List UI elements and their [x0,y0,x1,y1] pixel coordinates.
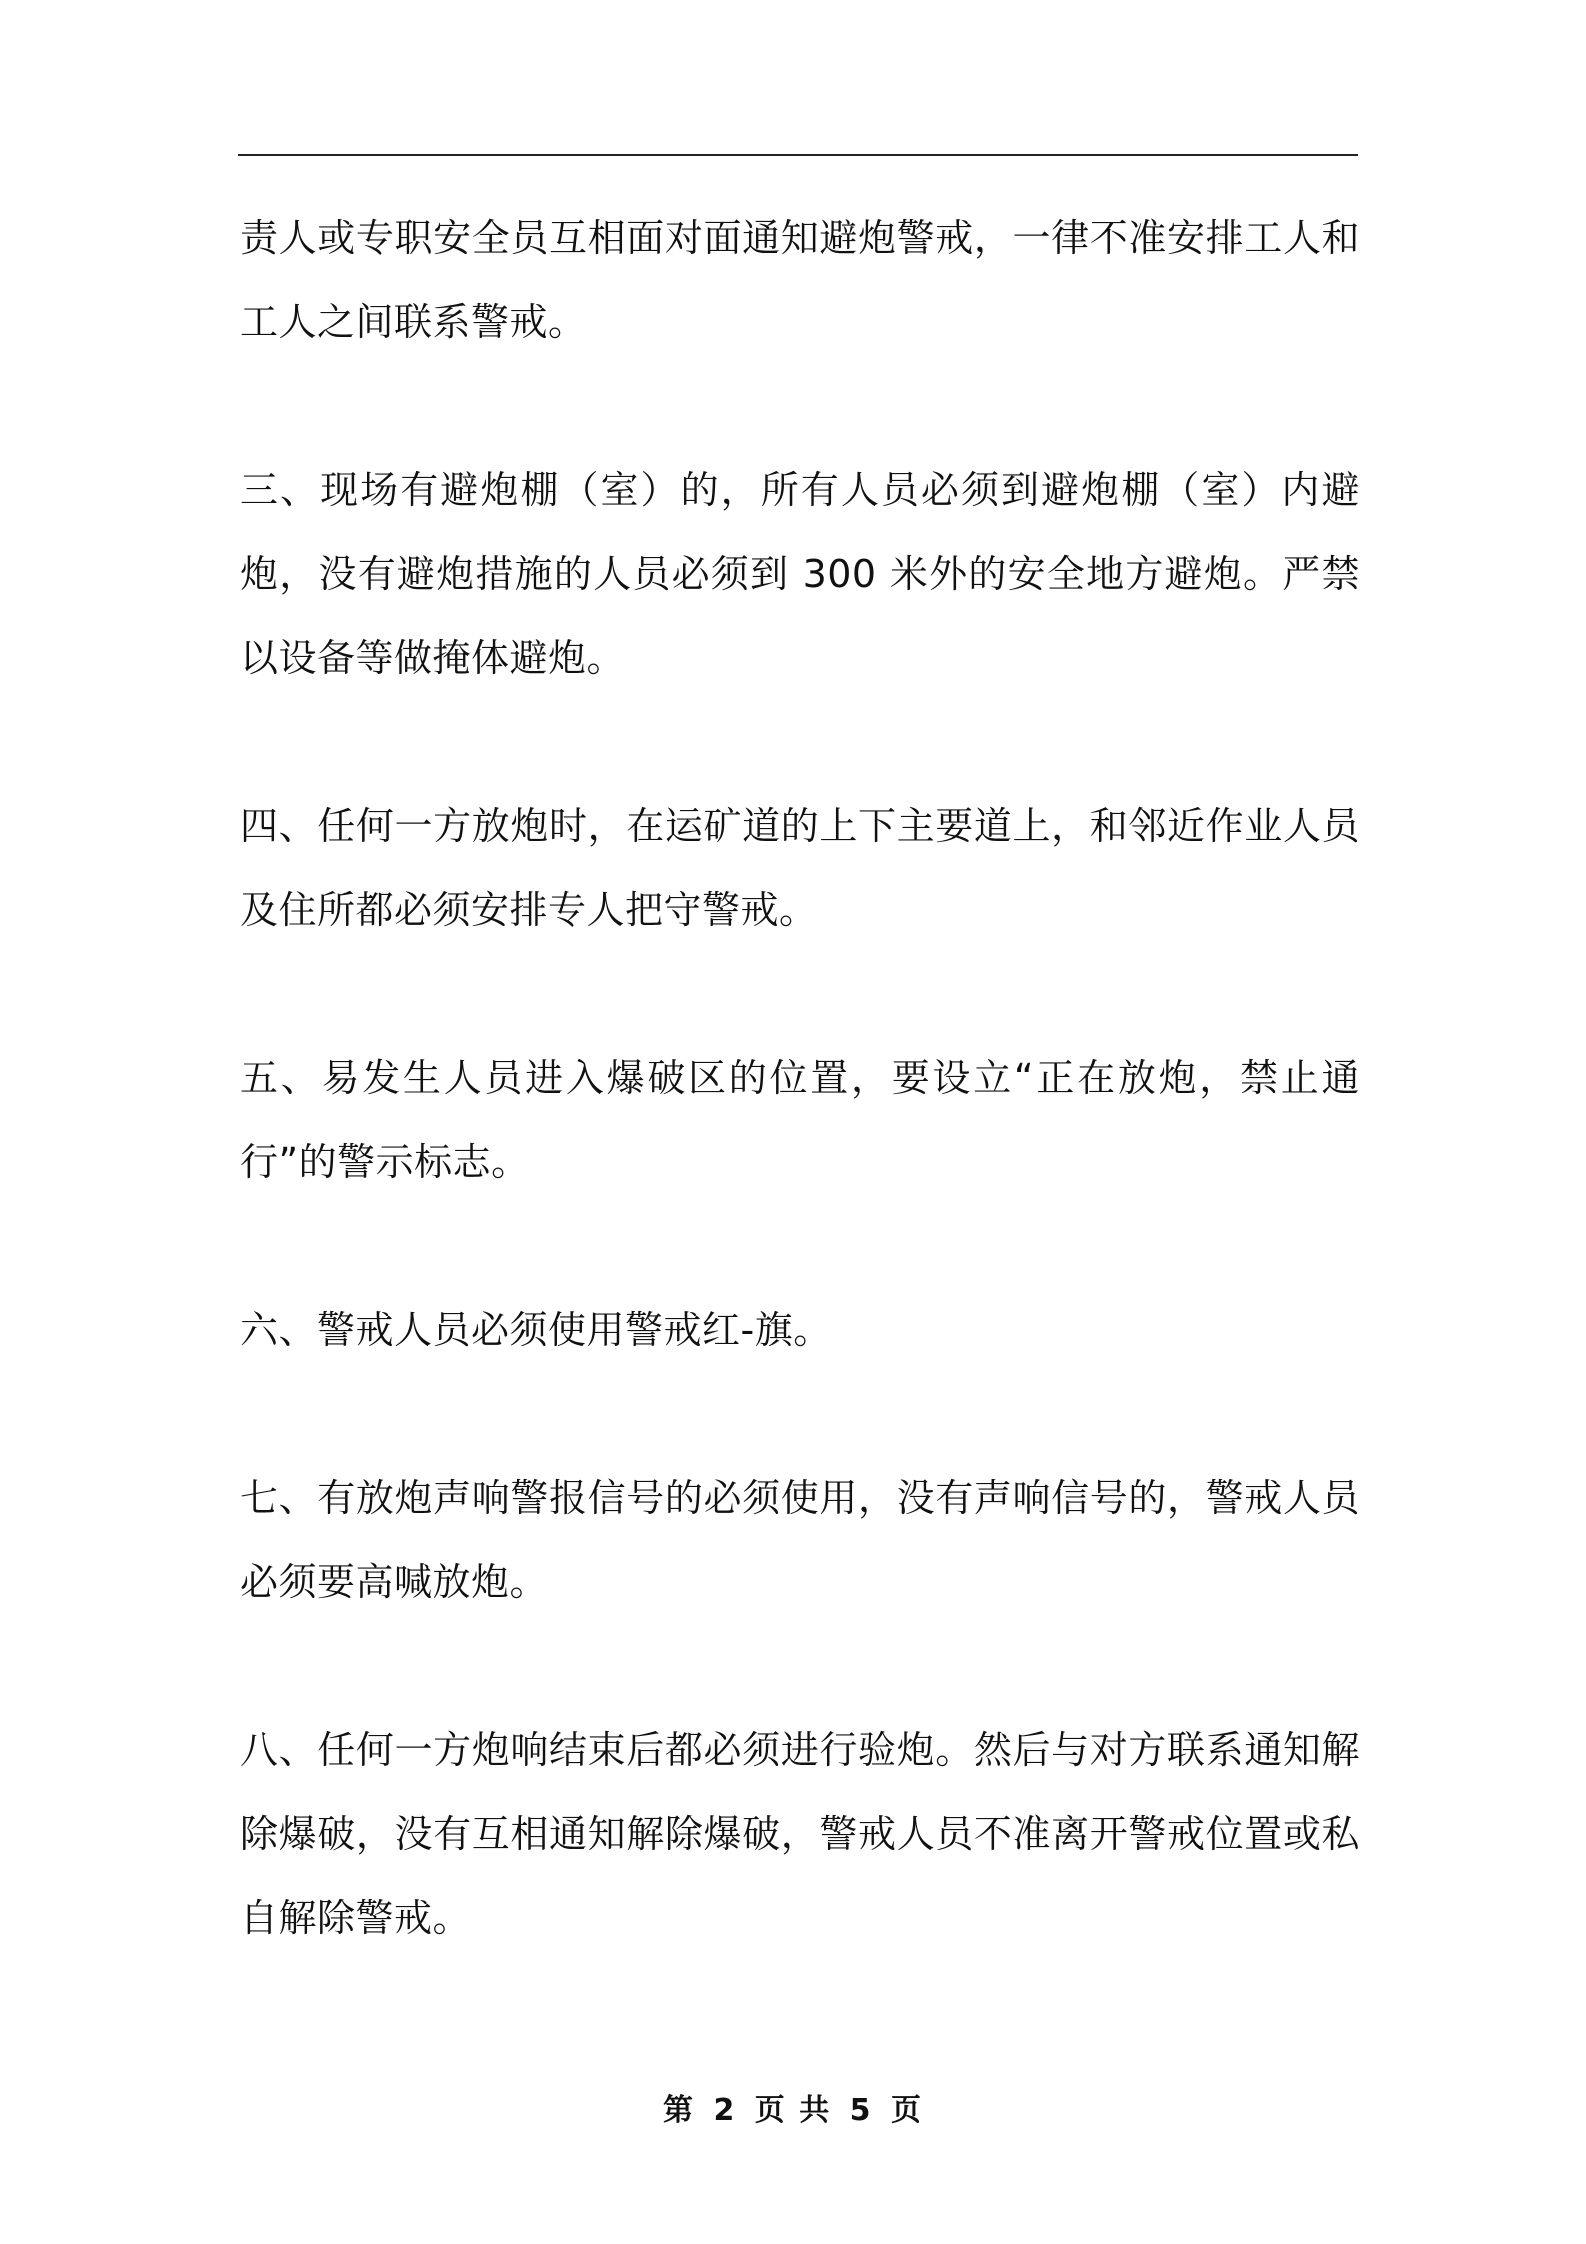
footer-mid: 页 共 [754,2093,832,2128]
paragraph-item-5: 五、易发生人员进入爆破区的位置，要设立“正在放炮，禁止通行”的警示标志。 [240,1056,1360,1184]
paragraph-item-4: 四、任何一方放炮时，在运矿道的上下主要道上，和邻近作业人员及住所都必须安排专人把守警戒。 [240,804,1360,932]
footer-suffix: 页 [891,2093,923,2128]
paragraph-item-8: 八、任何一方炮响结束后都必须进行验炮。然后与对方联系通知解除爆破，没有互相通知解除爆破，警戒人员不准离开警戒位置或私自解除警戒。 [240,1728,1360,1940]
header-rule [238,154,1358,156]
paragraph-item-6: 六、警戒人员必须使用警戒红-旗。 [240,1308,832,1352]
paragraph-item-7: 七、有放炮声响警报信号的必须使用，没有声响信号的，警戒人员必须要高喊放炮。 [240,1476,1360,1604]
page-footer [0,2091,1586,2131]
paragraph-continuation: 责人或专职安全员互相面对面通知避炮警戒，一律不准安排工人和工人之间联系警戒。 [240,216,1360,344]
document-body [240,196,1360,1960]
paragraph-item-3: 三、现场有避炮棚（室）的，所有人员必须到避炮棚（室）内避炮，没有避炮措施的人员必须到 300 米外的安全地方避炮。严禁以设备等做掩体避炮。 [240,468,1360,680]
current-page-number: 2 [713,2093,737,2128]
footer-prefix: 第 [662,2093,695,2128]
total-page-number: 5 [849,2093,873,2128]
